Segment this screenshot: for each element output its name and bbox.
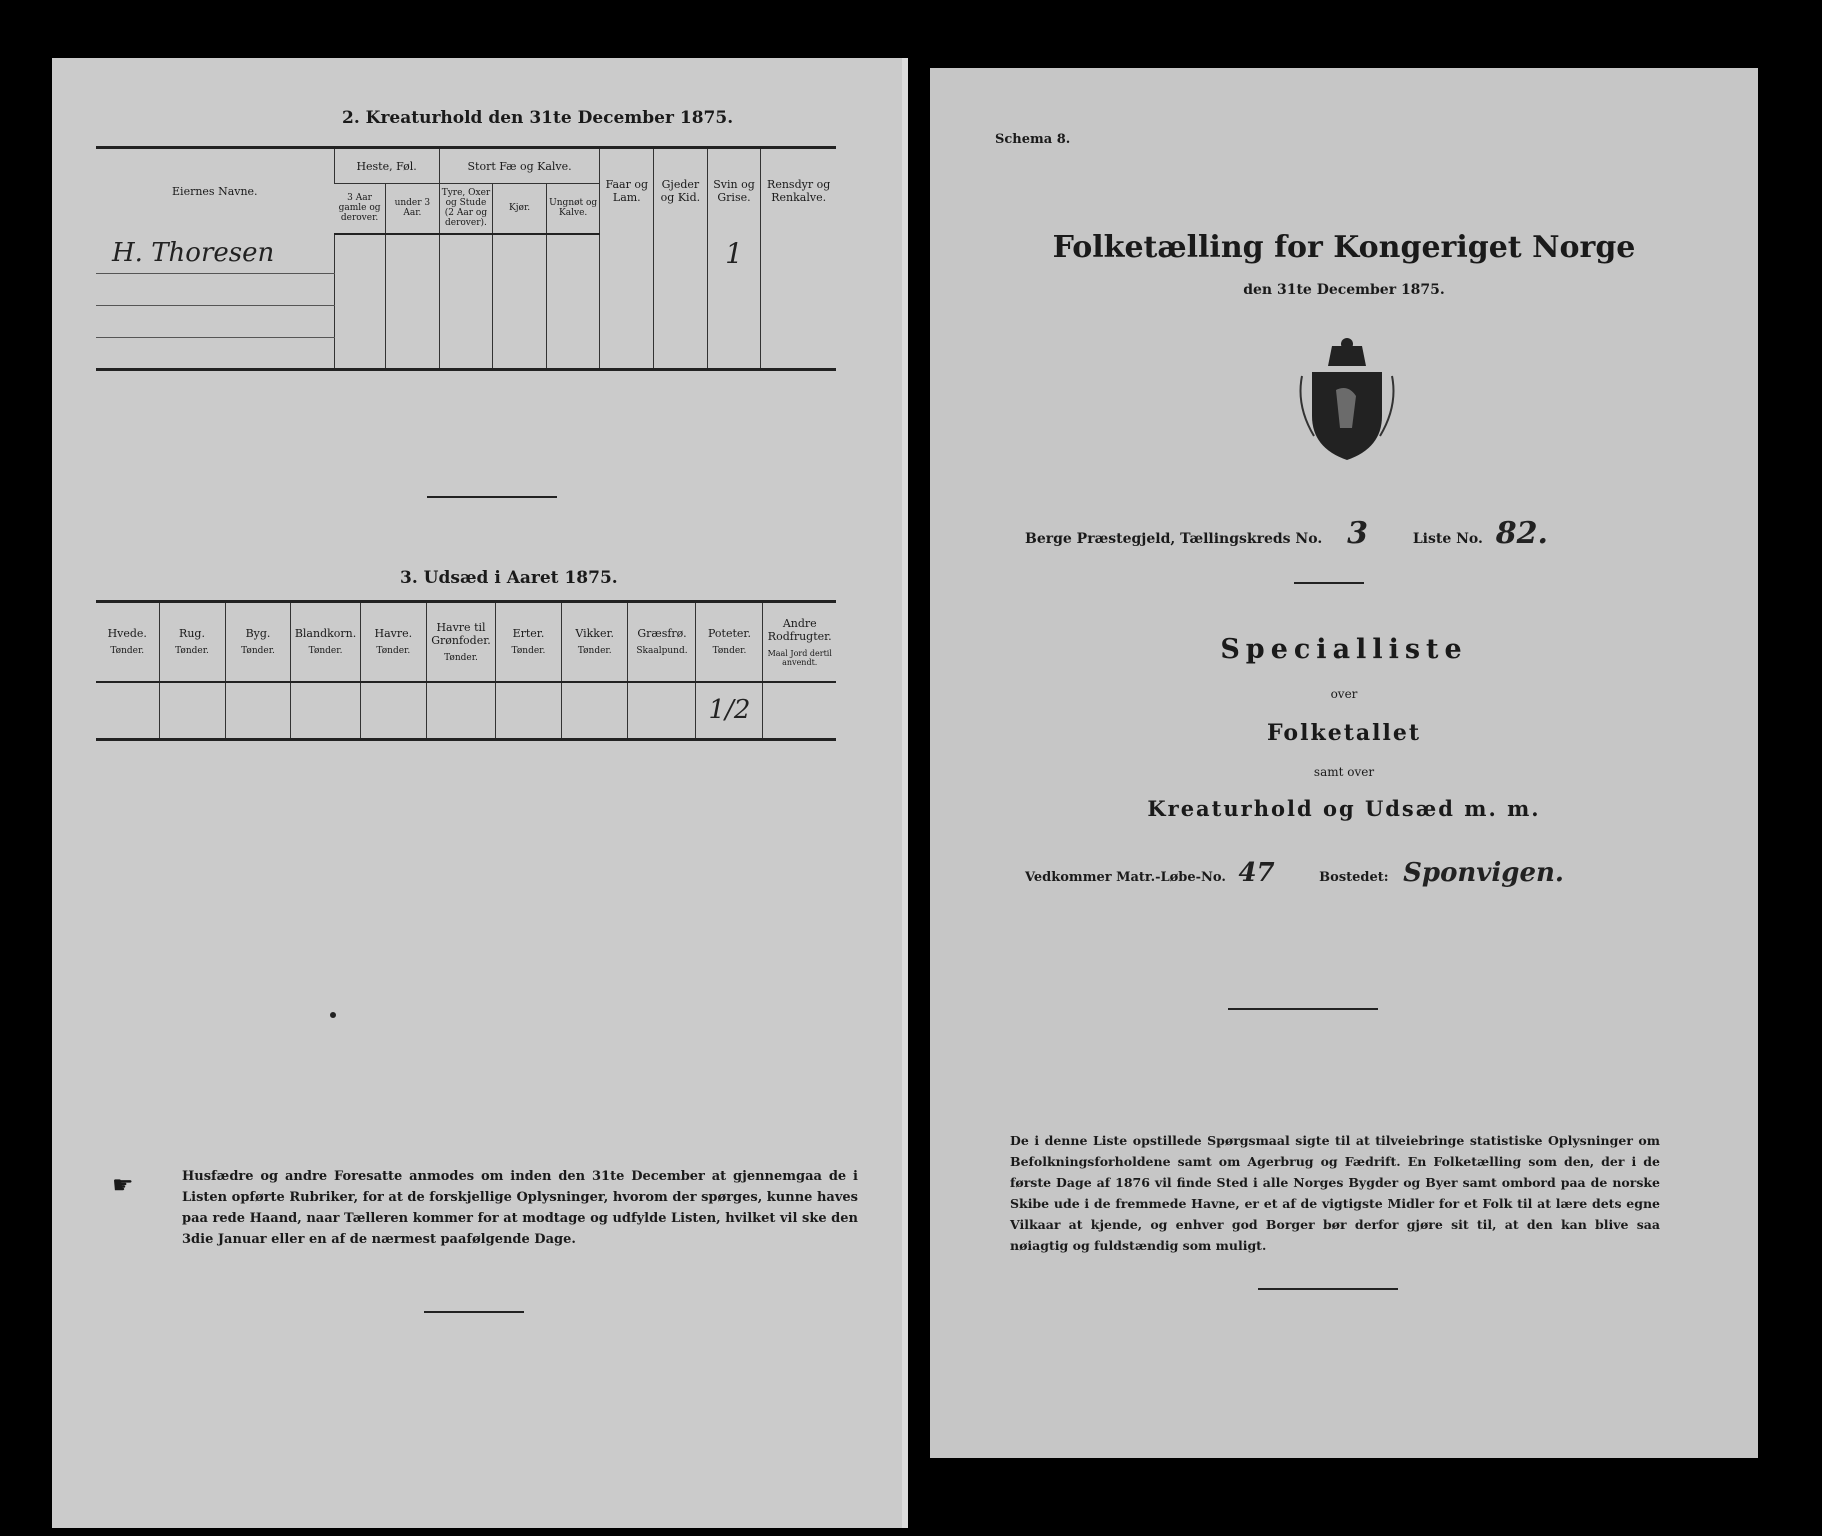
sowing-col-unit: Tønder. xyxy=(712,646,747,657)
livestock-table xyxy=(96,146,836,371)
sowing-col-header xyxy=(628,602,696,682)
sowing-col-unit: Tønder. xyxy=(110,646,145,657)
main-title: Folketælling for Kongeriget Norge xyxy=(1052,230,1636,265)
sowing-col-header xyxy=(495,602,561,682)
table-row xyxy=(96,682,836,738)
district-line xyxy=(1025,516,1548,551)
col-sheep: Faar og Lam. xyxy=(600,148,654,234)
sowing-col-label: Blandkorn. xyxy=(294,627,357,641)
list-label: Liste No. xyxy=(1412,531,1483,547)
kreaturhold-heading: Kreaturhold og Udsæd m. m. xyxy=(1147,796,1541,821)
sowing-col-label: Rug. xyxy=(179,627,205,641)
divider xyxy=(1294,582,1364,584)
owner-name: H. Thoresen xyxy=(112,238,275,269)
sowing-col-header xyxy=(561,602,628,682)
notice-text: Husfædre og andre Foresatte anmodes om inden den 31te December at gjennemgaa de i Listen opførte Rubriker, for at de forskjellige Oplysninger, hvorom der spørges, kunne haves paa rede Haand, naar Tælleren kommer for at modtage og udfylde Listen, hvilket vil ske den 3die Januar eller en af de nærmest paafølgende Dage. xyxy=(182,1169,858,1247)
col-cattle: Stort Fæ og Kalve. xyxy=(439,148,600,184)
schema-label: Schema 8. xyxy=(995,132,1071,147)
sowing-col-label: Havre. xyxy=(374,627,413,641)
potatoes-value: 1/2 xyxy=(708,695,751,725)
sowing-col-unit: Tønder. xyxy=(376,646,411,657)
list-no: 82. xyxy=(1495,516,1548,551)
sowing-col-header xyxy=(291,602,360,682)
matr-label: Vedkommer Matr.-Løbe-No. xyxy=(1025,870,1226,885)
coat-of-arms-icon xyxy=(1292,336,1402,464)
sowing-col-unit: Tønder. xyxy=(241,646,275,657)
sowing-col-header xyxy=(427,602,496,682)
footer-text: De i denne Liste opstillede Spørgsmaal sigte til at tilveiebringe statistiske Oplysninger om Befolkningsforholdene samt om Agerbrug og Fædrift. En Folketælling som den, der i de første Dage af 1876 vil finde Sted i alle Norges Bygder og Byer samt ombord paa de norske Skibe ude i de fremmede Havne, er et af de vigtigste Midler for et Folk til at lære dets egne Vilkaar at kjende, og enhver god Borger bør derfor gjøre sit til, at den kan blive saa nøiagtig og fuldstændig som muligt. xyxy=(1010,1133,1660,1253)
table-row xyxy=(96,338,836,370)
col-horses-old: 3 Aar gamle og derover. xyxy=(334,184,385,234)
sowing-col-header xyxy=(763,602,836,682)
matr-no: 47 xyxy=(1238,858,1275,888)
sowing-col-label: Hvede. xyxy=(107,627,147,641)
divider xyxy=(1228,1008,1378,1010)
pigs-count: 1 xyxy=(725,237,743,270)
pointing-hand-icon: ☛ xyxy=(112,1171,134,1199)
divider xyxy=(427,496,557,498)
sowing-col-label: Græsfrø. xyxy=(637,627,687,641)
folketallet-heading: Folketallet xyxy=(1267,720,1421,746)
district-label: Berge Præstegjeld, Tællingskreds No. xyxy=(1025,531,1323,547)
specialliste-heading: Specialliste xyxy=(1220,634,1468,665)
ink-dot xyxy=(330,1012,336,1018)
samt-over-label: samt over xyxy=(1313,765,1375,779)
divider xyxy=(1258,1288,1398,1290)
sowing-col-unit: Tønder. xyxy=(577,646,612,657)
sowing-col-header xyxy=(225,602,291,682)
divider xyxy=(424,1311,524,1313)
sowing-col-label: Andre Rodfrugter. xyxy=(767,616,832,643)
sowing-col-unit: Tønder. xyxy=(175,646,209,657)
matr-line xyxy=(1025,858,1564,888)
col-horses: Heste, Føl. xyxy=(334,148,439,184)
sowing-col-unit: Tønder. xyxy=(511,646,546,657)
bosted-label: Bostedet: xyxy=(1319,870,1389,885)
sowing-col-label: Erter. xyxy=(512,627,545,641)
sowing-col-label: Vikker. xyxy=(575,627,615,641)
sowing-col-unit: Tønder. xyxy=(444,652,478,663)
table-row xyxy=(96,234,836,274)
sowing-table xyxy=(96,600,836,741)
table-row xyxy=(96,274,836,306)
section2-title: 2. Kreaturhold den 31te December 1875. xyxy=(342,108,734,128)
sowing-col-header xyxy=(159,602,225,682)
table-row xyxy=(96,306,836,338)
right-page xyxy=(930,68,1758,1458)
bosted-value: Sponvigen. xyxy=(1403,858,1564,888)
col-owner: Eiernes Navne. xyxy=(96,148,334,234)
sowing-col-header xyxy=(360,602,426,682)
section3-title: 3. Udsæd i Aaret 1875. xyxy=(400,568,618,588)
col-young-cattle: Ungnøt og Kalve. xyxy=(546,184,600,234)
col-bulls: Tyre, Oxer og Stude (2 Aar og derover). xyxy=(439,184,493,234)
sowing-col-header xyxy=(696,602,763,682)
col-horses-young: under 3 Aar. xyxy=(386,184,440,234)
col-pigs: Svin og Grise. xyxy=(707,148,761,234)
left-page xyxy=(52,58,908,1528)
sowing-col-unit: Skaalpund. xyxy=(636,646,688,657)
subtitle: den 31te December 1875. xyxy=(1243,282,1445,298)
sowing-col-unit: Tønder. xyxy=(308,646,343,657)
district-no: 3 xyxy=(1347,516,1368,551)
sowing-col-header xyxy=(96,602,159,682)
over-label: over xyxy=(1330,687,1358,701)
sowing-col-label: Byg. xyxy=(245,627,271,641)
col-reindeer: Rensdyr og Renkalve. xyxy=(761,148,836,234)
sowing-col-label: Havre til Grønfoder. xyxy=(431,620,491,647)
col-cows: Kjør. xyxy=(493,184,547,234)
sowing-col-label: Poteter. xyxy=(707,627,751,641)
sowing-col-unit: Maal Jord dertil anvendt. xyxy=(767,648,832,667)
col-goats: Gjeder og Kid. xyxy=(654,148,708,234)
